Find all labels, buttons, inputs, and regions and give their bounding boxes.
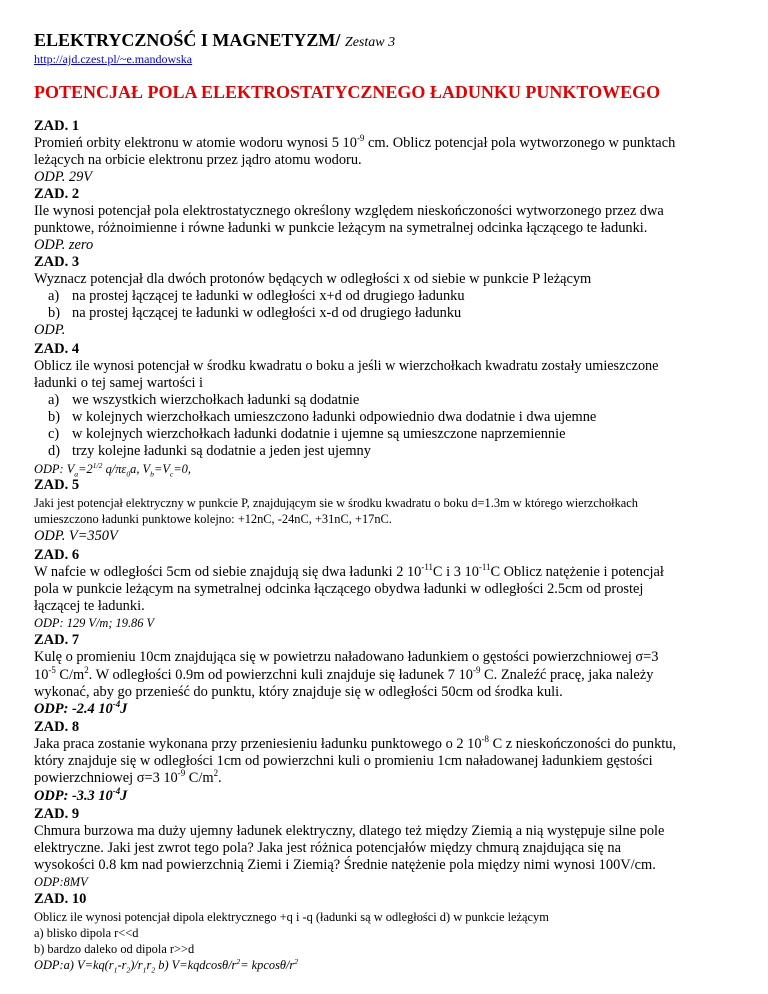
problem-8-text-line-1: Jaka praca zostanie wykonana przy przeniesieniu ładunku punktowego o 2 $10^{-8}$ C z nieskończoności do punktu, [34, 734, 677, 752]
problem-5-answer: ODP. V=350V [34, 528, 118, 544]
title-text: ELEKTRYCZNOŚĆ I MAGNETYZM/ [34, 30, 341, 50]
problem-4-text-line-2: ładunki o tej samej wartości i [34, 375, 204, 391]
problem-9-answer: ODP:8MV [34, 875, 88, 889]
problem-1-label: ZAD. 1 [34, 118, 80, 134]
problem-2-text-line-1: Ile wynosi potencjał pola elektrostatycznego określony względem nieskończoności wytworzonego przez dwa [34, 203, 664, 219]
problem-9-text-line-1: Chmura burzowa ma duży ujemny ładunek elektryczny, dlatego też między Ziemią a nią występuje silne pole [34, 823, 665, 839]
problem-2-label: ZAD. 2 [34, 186, 80, 202]
document-title [34, 30, 395, 51]
problem-5-text-line-1: Jaki jest potencjał elektryczny w punkcie P, znajdującym sie w środku kwadratu o boku d=1.3m w którego wierzchołkach [34, 496, 638, 510]
problem-7-text-line-2: $10^{-5}$ $C/m^2$. W odległości 0.9m od powierzchni kuli znajduje się ładunek 7 $10^{-9}$ C. Znaleźć pracę, jaka należy [34, 665, 654, 683]
problem-6-answer: ODP: 129 V/m; 19.86 V [34, 616, 155, 630]
problem-2-text-line-2: punktowe, różnoimienne i równe ładunki w punkcie leżącym na symetralnej odcinka łączącego te ładunki. [34, 220, 648, 236]
set-number: Zestaw 3 [344, 35, 396, 50]
problem-7-label: ZAD. 7 [34, 632, 80, 648]
problem-3-answer: ODP. [34, 322, 66, 338]
problem-5-label: ZAD. 5 [34, 477, 80, 493]
problem-9-label: ZAD. 9 [34, 806, 80, 822]
problem-1-text-line-2: leżących na orbicie elektronu przez jądro atomu wodoru. [34, 152, 362, 168]
problem-3-text-line-1: Wyznacz potencjał dla dwóch protonów będących w odległości x od siebie w punkcie P leżącym [34, 271, 592, 287]
problem-4-answer: ODP: $V_a=2^{1/2}$ $q/\pi\varepsilon_0a$, $V_b=V_c=0$, [34, 460, 191, 479]
problem-2-answer: ODP. zero [34, 237, 94, 253]
problem-9-text-line-2: elektryczne. Jaki jest zwrot tego pola? Jaka jest różnica potencjałów między chmurą znajdująca się na [34, 840, 621, 856]
problem-10-text-line-3: b) bardzo daleko od dipola r>>d [34, 942, 195, 956]
problem-10-answer: ODP:a) $V=kq(r_1-r_2)/r_1r_2$ b) $V=kqdcos\theta/r^2= kpcos\theta/r^2$ [34, 956, 299, 975]
problem-10-text-line-1: Oblicz ile wynosi potencjał dipola elektrycznego +q i -q (ładunki są w odległości d) w punkcie leżącym [34, 910, 549, 924]
problem-10-text-line-2: a) blisko dipola r<<d [34, 926, 139, 940]
problem-8-text-line-2: który znajduje się w odległości 1cm od powierzchni kuli o promieniu 1cm naładowanej ładunkiem gęstości [34, 753, 653, 769]
problem-1-answer: ODP. 29V [34, 169, 93, 185]
section-headline: POTENCJAŁ POLA ELEKTROSTATYCZNEGO ŁADUNKU PUNKTOWEGO [34, 82, 661, 102]
problem-8-label: ZAD. 8 [34, 719, 80, 735]
problem-7-text-line-1: Kulę o promieniu 10cm znajdująca się w powietrzu naładowano ładunkiem o gęstości powierzchniowej σ=3 [34, 649, 659, 665]
problem-1-text-line-1: Promień orbity elektronu w atomie wodoru wynosi 5 $10^{-9}$ cm. Oblicz potencjał pola wytworzonego w punktach [34, 133, 676, 151]
problem-6-text-line-1: W nafcie w odległości 5cm od siebie znajdują się dwa ładunki 2 $10^{-11}C$ i 3 $10^{-11}C$ Oblicz natężenie i potencjał [34, 562, 664, 580]
problem-6-text-line-3: łączącej te ładunki. [34, 598, 145, 614]
problem-10-label: ZAD. 10 [34, 891, 87, 907]
problem-4-label: ZAD. 4 [34, 341, 80, 357]
problem-6-text-line-2: pola w punkcie leżącym na symetralnej odcinka łączącego obydwa ładunki w odległości 2.5cm od prostej [34, 581, 644, 597]
problem-9-text-line-3: wysokości 0.8 km nad powierzchnią Ziemi i Ziemią? Średnie natężenie pola między nimi wynosi 100V/cm. [34, 857, 656, 873]
problem-7-answer: ODP: -2.4 $10^{-4}J$ [34, 699, 128, 717]
problem-4-text-line-1: Oblicz ile wynosi potencjał w środku kwadratu o boku a jeśli w wierzchołkach kwadratu zostały umieszczone [34, 358, 659, 374]
problem-8-text-line-3: powierzchniowej σ=3 $10^{-9}$ $C/m^2$. [34, 768, 222, 786]
problem-7-text-line-3: wykonać, aby go przenieść do punktu, który znajduje się w odległości 50cm od środka kuli. [34, 684, 563, 700]
problem-5-text-line-2: umieszczono ładunki punktowe kolejno: +12nC, -24nC, +31nC, +17nC. [34, 512, 392, 526]
problem-3-label: ZAD. 3 [34, 254, 80, 270]
problem-8-answer: ODP: -3.3 $10^{-4}J$ [34, 786, 128, 804]
problem-6-label: ZAD. 6 [34, 547, 80, 563]
author-link[interactable]: http://ajd.czest.pl/~e.mandowska [34, 52, 193, 66]
document-page: ELEKTRYCZNOŚĆ I MAGNETYZM/ Zestaw 3 http://ajd.czest.pl/~e.mandowska POTENCJAŁ POLA ELEKTROSTATYCZNEGO ŁADUNKU PUNKTOWEGO ZAD. 1 Promień orbity elektronu w atomie wodoru wynosi 5 $10^{-9}$ cm. Oblicz potencjał pola wytworzonego w punktach leżących na orbicie elektronu przez jądro atomu wodoru. ODP. 29V ZAD. 2 Ile wynosi potencjał pola elektrostatycznego określony względem nieskończoności wytworzonego przez dwa punktowe, różnoimienne i równe ładunki w punkcie leżącym na symetralnej odcinka łączącego te ładunki. ODP. zero ZAD. 3 Wyznacz potencjał dla dwóch protonów będących w odległości x od siebie w punkcie P leżącym a) na prostej łączącej te ładunki w odległości x+d od drugiego ładunku b) na prostej łączącej te ładunki w odległości x-d od drugiego ładunku ODP. ZAD. 4 Oblicz ile wynosi potencjał w środku kwadratu o boku a jeśli w wierzchołkach kwadratu zostały umieszczone ładunki o tej samej wartości i a) we wszystkich wierzchołkach ładunki są dodatnie b) w kolejnych wierzchołkach umieszczono ładunki odpowiednio dwa dodatnie i dwa ujemne c) w kolejnych wierzchołkach ładunki dodatnie i ujemne są umieszczone naprzemiennie d) trzy kolejne ładunki są dodatnie a jeden jest ujemny ODP: $V_a=2^{1/2}$ $q/\pi\varepsilon_0a$, $V_b=V_c=0$, ZAD. 5 Jaki jest potencjał elektryczny w punkcie P, znajdującym sie w środku kwadratu o boku d=1.3m w którego wierzchołkach umieszczono ładunki punktowe kolejno: +12nC, -24nC, +31nC, +17nC. ODP. V=350V ZAD. 6 W nafcie w odległości 5cm od siebie znajdują się dwa ładunki 2 $10^{-11}C$ i 3 $10^{-11}C$ Oblicz natężenie i potencjał pola w punkcie leżącym na symetralnej odcinka łączącego obydwa ładunki w odległości 2.5cm od prostej łączącej te ładunki. ODP: 129 V/m; 19.86 V ZAD. 7 Kulę o promieniu 10cm znajdująca się w powietrzu naładowano ładunkiem o gęstości powierzchniowej σ=3 $10^{-5}$ $C/m^2$. W odległości 0.9m od powierzchni kuli znajduje się ładunek 7 $10^{-9}$ C. Znaleźć pracę, jaka należy wykonać, aby go przenieść do punktu, który znajduje się w odległości 50cm od środka kuli. ODP: -2.4 $10^{-4}J$ ZAD. 8 Jaka praca zostanie wykonana przy przeniesieniu ładunku punktowego o 2 $10^{-8}$ C z nieskończoności do punktu, który znajduje się w odległości 1cm od powierzchni kuli o promieniu 1cm naładowanej ładunkiem gęstości powierzchniowej σ=3 $10^{-9}$ $C/m^2$. ODP: -3.3 $10^{-4}J$ ZAD. 9 Chmura burzowa ma duży ujemny ładunek elektryczny, dlatego też między Ziemią a nią występuje silne pole elektryczne. Jaki jest zwrot tego pola? Jaka jest różnica potencjałów między chmurą znajdująca się na wysokości 0.8 km nad powierzchnią Ziemi i Ziemią? Średnie natężenie pola między nimi wynosi 100V/cm. ODP:8MV ZAD. 10 Oblicz ile wynosi potencjał dipola elektrycznego +q i -q (ładunki są w odległości d) w punkcie leżącym a) blisko dipola r<<d b) bardzo daleko od dipola r>>d ODP:a) $V=kq(r_1-r_2)/r_1r_2$ b) $V=kqdcos\theta/r^2= kpcos\theta/r^2$ [34, 30, 677, 975]
